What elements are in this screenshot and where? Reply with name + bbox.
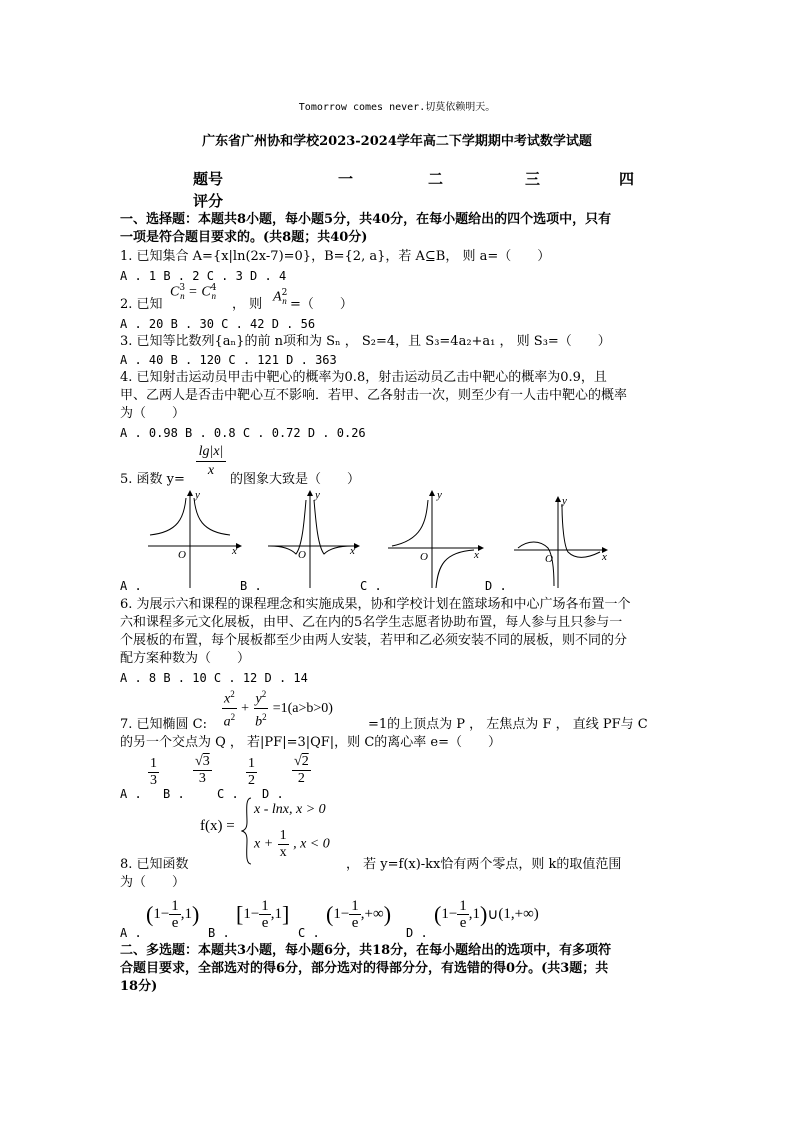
q8-piece2: x + $\frac{1}{x}$ , x < 0 <box>254 828 330 860</box>
q7-option-a-value: $\frac{1}{3}$ <box>150 756 157 788</box>
q7-option-c-label: C . <box>217 787 239 801</box>
page-title: 广东省广州协和学校2023-2024学年高二下学期期中考试数学试题 <box>202 134 592 149</box>
q8-option-a-label: A . <box>120 926 142 940</box>
q8-option-d-label: D . <box>406 926 428 940</box>
q8-piece2-a: x + <box>254 836 274 852</box>
q2-prefix: 2. 已知 <box>120 297 163 312</box>
q8-brace <box>241 796 253 866</box>
q7-option-c-value: $\frac{1}{2}$ <box>248 756 255 788</box>
section1-heading: 一、选择题：本题共8小题，每小题5分，共40分，在每小题给出的四个选项中，只有 <box>120 212 612 227</box>
q5-option-d: D . <box>485 579 507 593</box>
q1-text: 1. 已知集合 A={x|ln(2x-7)=0}，B={2, a}，若 A⊆B， 则 a=（ ） <box>120 249 551 264</box>
graph-b-x-label: x <box>350 545 355 557</box>
score-table-col-4: 四 <box>619 170 635 188</box>
q5-suffix: 的图象大致是（ ） <box>230 472 361 487</box>
q7-line2: 的另一个交点为 Q ， 若|PF|=3|QF|，则 C的离心率 e=（ ） <box>120 735 501 750</box>
q5-function-fraction <box>196 443 226 480</box>
q7-option-d-label: D . <box>262 787 284 801</box>
q7-ellipse-condition: =1(a>b>0) <box>272 701 333 717</box>
q8-suffix: ， 若 y=f(x)-kx恰有两个零点，则 k的取值范围 <box>346 857 622 872</box>
q7-option-d-value: $\frac{√2}{2}$ <box>294 754 309 786</box>
q8-piece1: x - lnx, x > 0 <box>254 802 326 817</box>
q8-option-a-value: (1− $\frac{1}{e}$ ,1) <box>146 898 200 931</box>
q4-line2: 甲、乙两人是否击中靶心互不影响．若甲、乙各射击一次，则至少有一人击中靶心的概率 <box>120 388 628 403</box>
q2-mid: ， 则 <box>232 297 263 312</box>
q7-line1-suffix: =1的上顶点为 P ， 左焦点为 F ， 直线 PF与 C <box>368 717 648 732</box>
score-table-row1-label: 题号 <box>193 170 224 188</box>
section1-heading-2: 一项是符合题目要求的。(共8题；共40分) <box>120 230 368 245</box>
q7-line1-prefix: 7. 已知椭圆 C: <box>120 717 207 732</box>
q8-piece2-b: , x < 0 <box>293 836 330 852</box>
score-table-row2-label: 评分 <box>193 192 224 210</box>
graph-c-x-label: x <box>474 549 479 561</box>
q7-option-b-value: $\frac{√3}{3}$ <box>195 754 210 786</box>
q5-option-c: C . <box>360 579 382 593</box>
q8-option-c-value: (1− $\frac{1}{e}$ ,+∞) <box>326 898 392 931</box>
section2-line1: 二、多选题：本题共3小题，每小题6分，共18分，在每小题给出的选项中，有多项符 <box>120 943 612 958</box>
q3-text: 3. 已知等比数列{aₙ}的前 n项和为 Sₙ ， S₂=4，且 S₃=4a₂+a₁ ， 则 S₃=（ ） <box>120 334 611 349</box>
q5-option-b: B . <box>240 579 262 593</box>
graph-c-origin: O <box>420 551 428 563</box>
q4-options: A . 0.98 B . 0.8 C . 0.72 D . 0.26 <box>120 426 366 440</box>
graph-b-origin: O <box>298 549 306 561</box>
q6-line4: 配方案种数为（ ） <box>120 651 251 666</box>
q5-prefix: 5. 函数 y= <box>120 472 185 487</box>
q8-option-c-label: C . <box>298 926 320 940</box>
q5-graph-c <box>388 486 488 590</box>
q6-options: A . 8 B . 10 C . 12 D . 14 <box>120 671 308 685</box>
q5-option-a: A . <box>120 579 142 593</box>
q6-line2: 六和课程多元文化展板，由甲、乙在内的5名学生志愿者协助布置，每人参与且只参与一 <box>120 615 623 630</box>
q3-options: A . 40 B . 120 C . 121 D . 363 <box>120 353 337 367</box>
section2-line3: 18分) <box>120 979 158 994</box>
graph-a-x-label: x <box>232 545 237 557</box>
q2-condition-formula: $C^3_n = C^4_n$ <box>170 283 217 302</box>
q4-line1: 4. 已知射击运动员甲击中靶心的概率为0.8，射击运动员乙击中靶心的概率为0.9，且 <box>120 370 607 385</box>
q5-graph-d <box>512 494 614 590</box>
q8-line2: 为（ ） <box>120 875 186 890</box>
score-table-col-2: 二 <box>428 170 444 188</box>
graph-c-y-label: y <box>437 489 442 501</box>
q2-options: A . 20 B . 30 C . 42 D . 56 <box>120 317 316 331</box>
q2-target-formula: $A^2_n$ <box>273 288 288 307</box>
graph-a-origin: O <box>178 549 186 561</box>
graph-d-x-label: x <box>602 551 607 563</box>
header-motto: Tomorrow comes never.切莫依赖明天。 <box>298 102 496 113</box>
q7-option-b-label: B . <box>163 787 185 801</box>
q6-line3: 个展板的布置，每个展板都至少由两人安装，若甲和乙必须安装不同的展板，则不同的分 <box>120 633 628 648</box>
q7-option-a-label: A . <box>120 787 142 801</box>
q5-func-numerator: lg|x| <box>196 443 226 462</box>
graph-d-origin: O <box>545 553 553 565</box>
graph-b-y-label: y <box>315 489 320 501</box>
q8-fx: f(x) = <box>200 818 235 834</box>
q8-option-d-value: (1− $\frac{1}{e}$ ,1)∪(1,+∞) <box>434 898 539 931</box>
q1-options: A . 1 B . 2 C . 3 D . 4 <box>120 269 287 283</box>
graph-a-y-label: y <box>195 489 200 501</box>
q4-line3: 为（ ） <box>120 406 186 421</box>
q6-line1: 6. 为展示六和课程的课程理念和实施成果，协和学校计划在篮球场和中心广场各布置一个 <box>120 597 631 612</box>
q7-ellipse-formula: $\frac{x^2}{a^2}$ + $\frac{y^2}{b^2}$ =1(a>b>0) <box>222 686 333 730</box>
q2-suffix: =（ ） <box>290 297 353 312</box>
q8-prefix: 8. 已知函数 <box>120 857 189 872</box>
section2-line2: 合题目要求，全部选对的得6分，部分选对的得部分分，有选错的得0分。(共3题；共 <box>120 961 609 976</box>
q8-option-b-value: [1− $\frac{1}{e}$ ,1] <box>236 898 290 931</box>
score-table-col-1: 一 <box>338 170 354 188</box>
graph-d-y-label: y <box>562 495 567 507</box>
q5-graph-a <box>148 488 248 590</box>
q5-func-denominator: x <box>207 463 215 478</box>
q5-graph-b <box>268 488 368 590</box>
q8-option-b-label: B . <box>208 926 230 940</box>
score-table-col-3: 三 <box>525 170 541 188</box>
